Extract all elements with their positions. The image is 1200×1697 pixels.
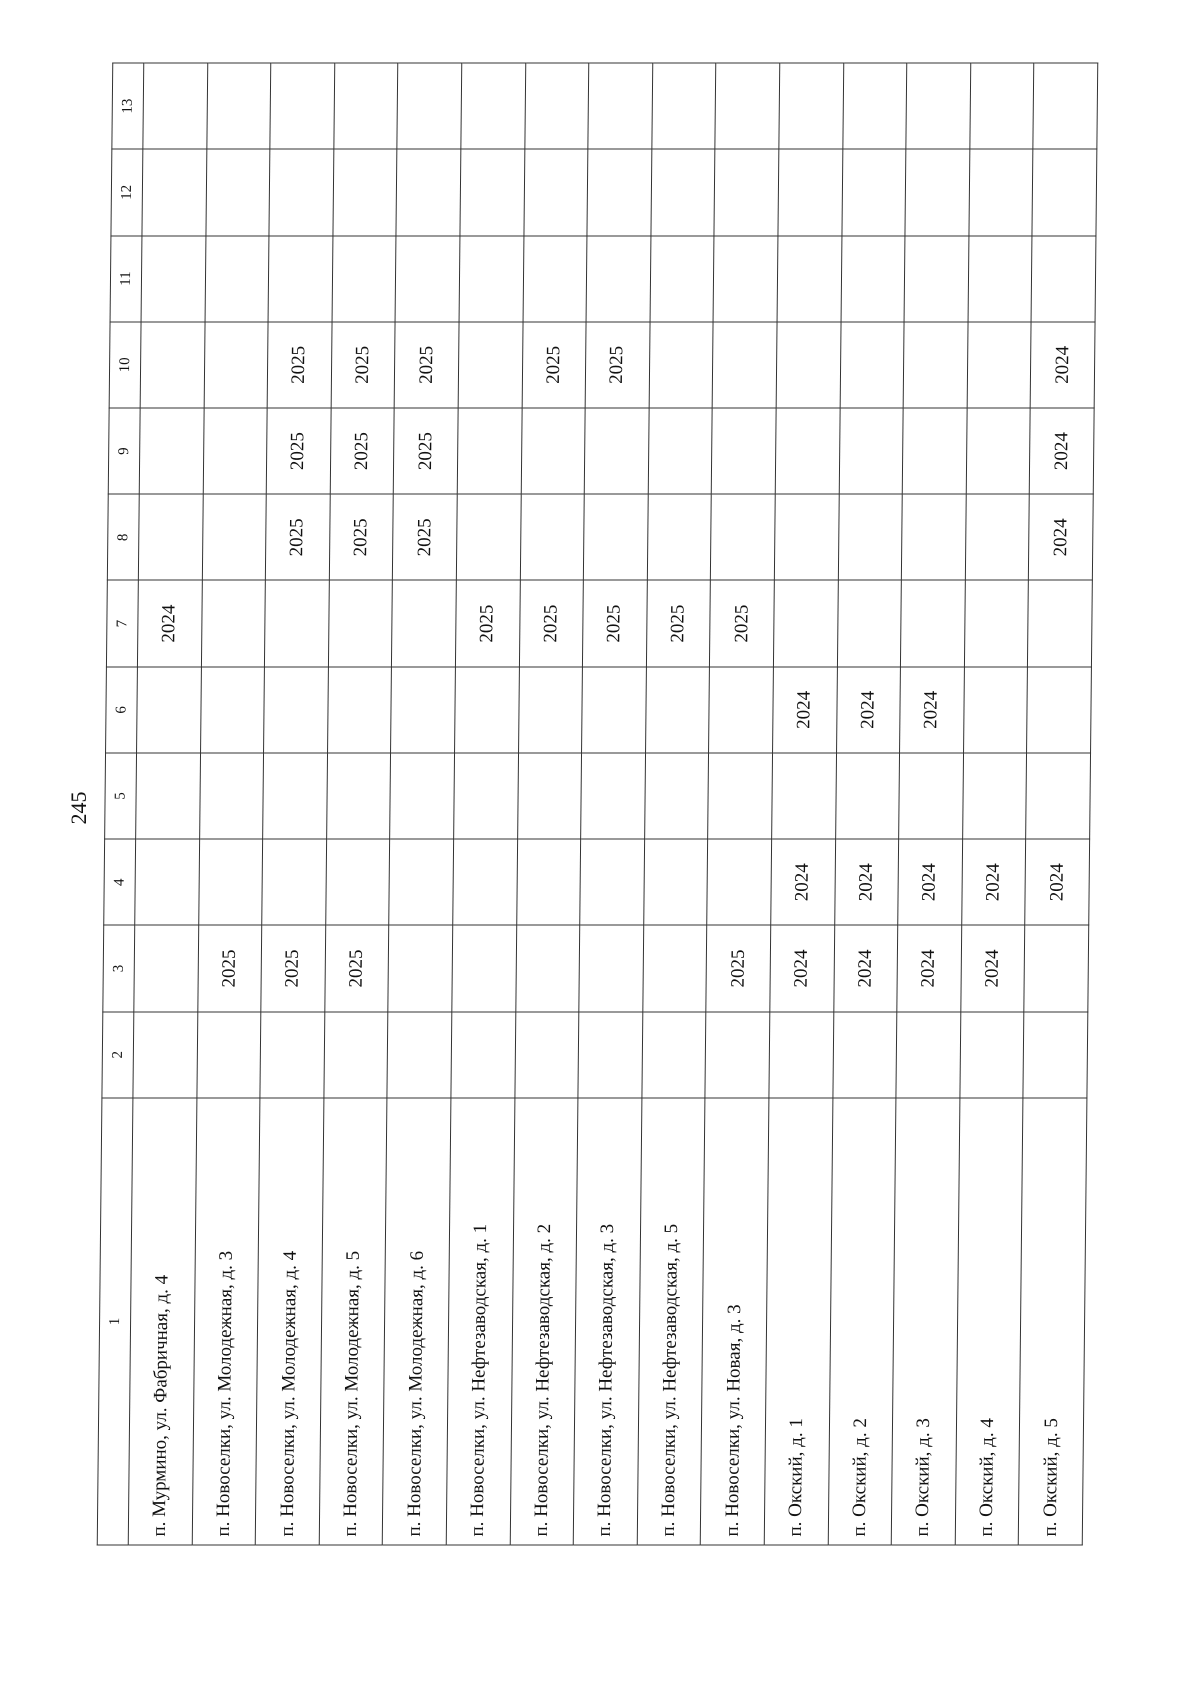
year-cell: 2024 [1025,839,1090,925]
year-cell [205,149,269,235]
year-cell [968,149,1032,235]
year-cell [1031,235,1096,321]
year-cell [651,63,715,149]
year-cell: 2024 [769,925,833,1011]
year-cell [707,752,771,838]
year-cell [451,925,515,1011]
column-header: 2 [101,1011,133,1097]
year-cell [270,63,334,149]
year-cell [581,666,645,752]
address-cell: п. Новоселки, ул. Нефтезаводская, д. 5 [636,1097,704,1544]
page-number: 245 [66,791,91,825]
year-cell [333,63,397,149]
year-cell [453,752,517,838]
year-cell [647,407,711,493]
year-cell [517,752,581,838]
year-cell [387,1011,451,1097]
year-cell: 2025 [393,407,457,493]
year-cell: 2024 [960,925,1024,1011]
year-cell [588,63,652,149]
year-cell [133,925,197,1011]
year-cell [838,407,902,493]
year-cell [140,321,204,407]
year-cell [1027,580,1092,666]
year-cell [516,839,580,925]
year-cell: 2024 [961,839,1025,925]
year-cell: 2025 [709,580,773,666]
address-cell: п. Новоселки, ул. Молодежная, д. 6 [382,1097,450,1544]
year-cell: 2025 [330,407,394,493]
year-cell [331,235,395,321]
year-cell: 2025 [585,321,649,407]
year-cell [260,1011,324,1097]
year-cell: 2025 [265,494,329,580]
year-cell [836,580,900,666]
year-cell [837,494,901,580]
column-header: 6 [105,666,137,752]
year-cell: 2025 [324,925,388,1011]
year-cell [963,666,1027,752]
year-cell: 2025 [706,925,770,1011]
address-cell: п. Окский, д. 2 [827,1097,895,1544]
year-cell [202,407,266,493]
year-cell: 2025 [267,321,331,407]
address-cell: п. Окский, д. 1 [764,1097,832,1544]
year-cell [712,321,776,407]
year-cell [832,1011,896,1097]
year-cell [900,580,964,666]
year-cell [141,235,205,321]
column-header: 12 [110,149,142,235]
year-cell [390,666,454,752]
year-cell [142,63,206,149]
year-cell: 2025 [266,407,330,493]
year-cell [138,494,202,580]
year-cell: 2025 [582,580,646,666]
address-cell: п. Новоселки, ул. Молодежная, д. 3 [191,1097,259,1544]
year-cell [201,494,265,580]
address-cell: п. Новоселки, ул. Молодежная, д. 5 [319,1097,387,1544]
year-cell [514,1011,578,1097]
year-cell [1033,63,1098,149]
year-cell [328,580,392,666]
year-cell [580,752,644,838]
year-cell [523,149,587,235]
year-cell [967,235,1031,321]
year-cell [388,925,452,1011]
year-cell [389,839,453,925]
year-cell [460,63,524,149]
year-cell [269,149,333,235]
year-cell [903,321,967,407]
year-cell [327,666,391,752]
year-cell: 2024 [834,839,898,925]
year-cell [397,63,461,149]
year-cell [776,235,840,321]
year-cell [264,580,328,666]
year-cell [778,63,842,149]
year-cell: 2025 [197,925,261,1011]
data-table [96,62,1098,1545]
year-cell [714,149,778,235]
year-cell [959,1011,1023,1097]
year-cell [1032,149,1097,235]
year-cell [141,149,205,235]
year-cell: 2024 [772,666,836,752]
year-cell [776,321,840,407]
year-cell [648,321,712,407]
year-cell [326,752,390,838]
column-header: 9 [108,407,140,493]
year-cell [586,235,650,321]
year-cell [450,1011,514,1097]
year-cell [841,149,905,235]
year-cell [325,839,389,925]
year-cell [1026,666,1091,752]
year-cell: 2025 [261,925,325,1011]
year-cell [902,407,966,493]
year-cell [391,580,455,666]
year-cell [198,839,262,925]
year-cell [199,752,263,838]
year-cell [132,1011,196,1097]
column-header: 11 [110,235,142,321]
column-header: 5 [104,752,136,838]
year-cell [456,494,520,580]
year-cell [262,752,326,838]
year-cell [200,666,264,752]
year-cell [332,149,396,235]
column-header: 4 [103,839,135,925]
year-cell [454,666,518,752]
year-cell [905,63,969,149]
year-cell: 2025 [330,321,394,407]
year-cell [1024,925,1089,1011]
year-cell: 2024 [1028,494,1093,580]
year-cell [136,666,200,752]
year-cell [459,149,523,235]
year-cell [524,63,588,149]
column-header: 10 [109,321,141,407]
year-cell: 2024 [137,580,201,666]
year-cell [518,666,582,752]
column-header: 3 [102,925,134,1011]
year-cell [578,925,642,1011]
year-cell: 2025 [519,580,583,666]
year-cell [768,1011,832,1097]
year-cell [587,149,651,235]
year-cell [578,1011,642,1097]
year-cell [777,149,841,235]
year-cell [650,149,714,235]
year-cell: 2024 [896,925,960,1011]
year-cell [644,752,708,838]
year-cell [263,666,327,752]
year-cell [705,1011,769,1097]
year-cell [711,407,775,493]
address-cell: п. Новоселки, ул. Нефтезаводская, д. 2 [509,1097,577,1544]
year-cell [771,752,835,838]
year-cell [135,752,199,838]
year-cell [641,1011,705,1097]
year-cell [579,839,643,925]
address-cell: п. Новоселки, ул. Нефтезаводская, д. 3 [573,1097,641,1544]
year-cell: 2024 [897,839,961,925]
year-cell [649,235,713,321]
address-cell: п. Новоселки, ул. Молодежная, д. 4 [255,1097,323,1544]
year-cell [642,925,706,1011]
year-cell [204,235,268,321]
year-cell [459,235,523,321]
year-cell [457,407,521,493]
year-cell [715,63,779,149]
address-cell: п. Окский, д. 3 [891,1097,959,1544]
year-cell [898,752,962,838]
year-cell: 2025 [394,321,458,407]
year-cell [839,321,903,407]
year-cell: 2024 [836,666,900,752]
address-cell: п. Окский, д. 5 [1018,1097,1086,1544]
year-cell: 2025 [521,321,585,407]
address-cell: п. Новоселки, ул. Новая, д. 3 [700,1097,768,1544]
year-cell [901,494,965,580]
column-header: 7 [106,580,138,666]
year-cell [896,1011,960,1097]
year-cell [643,839,707,925]
year-cell [710,494,774,580]
year-cell [261,839,325,925]
address-cell: п. Окский, д. 4 [954,1097,1022,1544]
year-cell: 2025 [392,494,456,580]
year-cell: 2024 [899,666,963,752]
year-cell [515,925,579,1011]
year-cell [707,839,771,925]
year-cell [323,1011,387,1097]
year-cell [969,63,1033,149]
year-cell: 2024 [770,839,834,925]
column-header: 1 [97,1097,133,1544]
year-cell: 2025 [329,494,393,580]
year-cell [583,494,647,580]
year-cell [904,235,968,321]
year-cell [773,580,837,666]
address-cell: п. Мурмино, ул. Фабричная, д. 4 [128,1097,196,1544]
year-cell [206,63,270,149]
year-cell [962,752,1026,838]
year-cell [1023,1011,1088,1097]
year-cell [522,235,586,321]
year-cell [452,839,516,925]
column-header: 13 [111,63,143,149]
year-cell [520,407,584,493]
year-cell [1025,752,1090,838]
year-cell [965,407,1029,493]
column-header: 8 [107,494,139,580]
year-cell [647,494,711,580]
year-cell [134,839,198,925]
year-cell [458,321,522,407]
year-cell: 2024 [833,925,897,1011]
year-cell [396,149,460,235]
year-cell: 2025 [455,580,519,666]
year-cell: 2024 [1029,407,1094,493]
year-cell [196,1011,260,1097]
year-cell [905,149,969,235]
year-cell [139,407,203,493]
year-cell: 2025 [646,580,710,666]
year-cell [645,666,709,752]
year-cell [519,494,583,580]
table-body [128,63,1098,1545]
address-cell: п. Новоселки, ул. Нефтезаводская, д. 1 [446,1097,514,1544]
year-cell [774,494,838,580]
table-container [96,62,1098,1545]
year-cell [775,407,839,493]
year-cell [713,235,777,321]
year-cell [964,580,1028,666]
year-cell [584,407,648,493]
year-cell [268,235,332,321]
year-cell [395,235,459,321]
year-cell: 2024 [1030,321,1095,407]
year-cell [840,235,904,321]
year-cell [966,321,1030,407]
year-cell [390,752,454,838]
year-cell [965,494,1029,580]
year-cell [842,63,906,149]
year-cell [203,321,267,407]
year-cell [835,752,899,838]
year-cell [708,666,772,752]
year-cell [201,580,265,666]
